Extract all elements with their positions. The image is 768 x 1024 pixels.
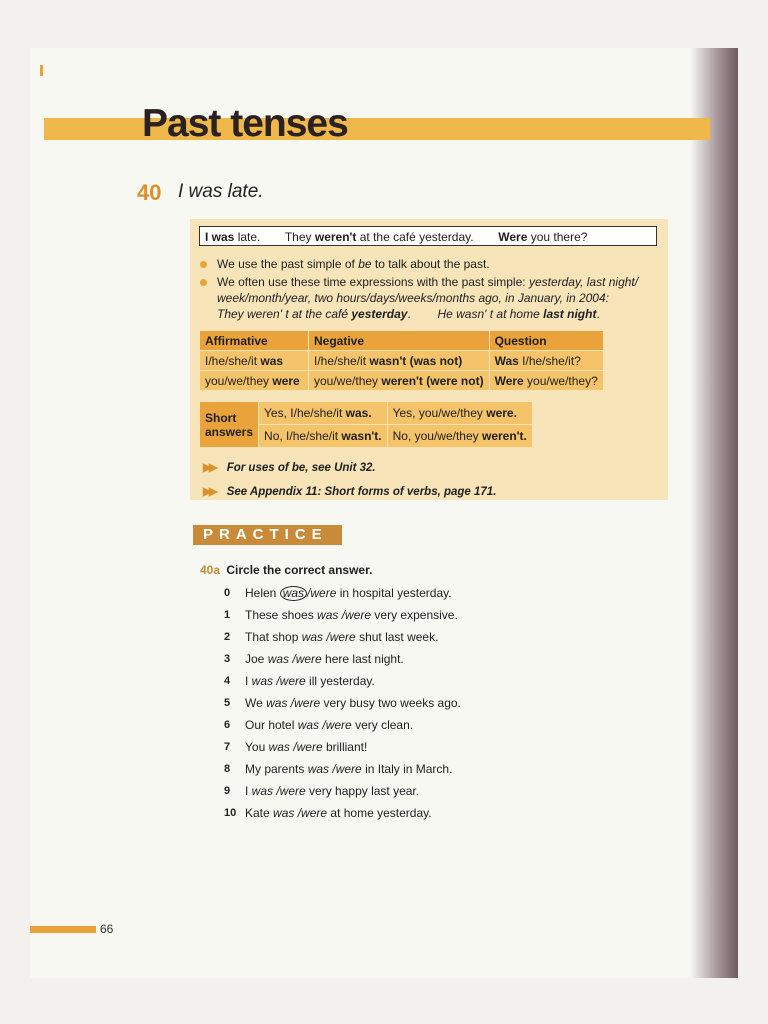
double-arrow-icon: ▶▶ <box>203 462 215 474</box>
reference-unit-32 <box>203 460 376 474</box>
header-negative: Negative <box>309 331 490 351</box>
answer-options[interactable]: was /were <box>267 652 322 666</box>
cell-q-2: Were you/we/they? <box>489 371 603 391</box>
answer-options[interactable]: was /were <box>273 806 328 820</box>
exercise-number: 40a <box>200 563 221 577</box>
ex2-b: weren't <box>314 230 357 244</box>
short-answers-label: Short answers <box>200 402 259 448</box>
unit-number: 40 <box>137 180 162 205</box>
example-sentences <box>199 226 657 246</box>
reference-appendix-11 <box>203 484 496 498</box>
forms-table <box>199 330 604 391</box>
short-no-1: No, I/he/she/it wasn't. <box>259 425 388 448</box>
ex1-subject: I was <box>205 230 235 244</box>
bullet-2-text: We often use these time expressions with the past simple: <box>217 275 529 289</box>
bullet-1-text-c: to talk about the past. <box>371 257 490 271</box>
ex1-rest: late. <box>234 230 261 244</box>
exercise-heading <box>200 563 372 577</box>
answer-options[interactable]: was /were <box>317 608 372 622</box>
bullet-2-italic: yesterday, last night/ week/month/year, two hours/days/weeks/months ago, in January, in 2004: <box>217 275 639 305</box>
table-row <box>200 371 604 391</box>
ex2-a: They <box>284 230 315 244</box>
page-title: Past tenses <box>142 102 348 145</box>
ex3-a: Were <box>498 230 528 244</box>
answer-options[interactable]: was /were <box>268 740 323 754</box>
short-no-2: No, you/we/they weren't. <box>387 425 532 448</box>
bullet-2-example-1-bold: yesterday <box>351 307 408 321</box>
answer-options[interactable]: was /were <box>297 718 352 732</box>
cell-q-1: Was I/he/she/it? <box>489 351 603 371</box>
answer-options[interactable]: was /were <box>251 674 306 688</box>
practice-banner: PRACTICE <box>193 525 342 545</box>
answer-options[interactable]: was /were <box>301 630 356 644</box>
header-accent-mark <box>40 65 43 76</box>
bullet-dot-icon <box>200 261 207 268</box>
footer-accent-bar <box>30 926 96 933</box>
bullet-1-text-a: We use the past simple of <box>217 257 359 271</box>
short-yes-2: Yes, you/we/they were. <box>387 402 532 425</box>
unit-title: I was late. <box>178 181 264 202</box>
table-row <box>200 351 604 371</box>
exercise-instruction: Circle the correct answer. <box>226 563 373 577</box>
short-yes-1: Yes, I/he/she/it was. <box>259 402 388 425</box>
answer-option[interactable]: were <box>310 586 337 600</box>
answer-options[interactable]: was /were <box>266 696 321 710</box>
page-number: 66 <box>100 922 114 936</box>
bullet-2-example-2: He wasn' t at home <box>437 307 544 321</box>
ex2-c: at the café yesterday. <box>356 230 474 244</box>
answer-options[interactable]: was /were <box>307 762 362 776</box>
bullet-1-be: be <box>358 257 372 271</box>
bullet-2-example-2-bold: last night <box>543 307 597 321</box>
reference-1-text: For uses of be, see Unit 32. <box>226 462 376 474</box>
cell-aff-1: I/he/she/it was <box>200 351 309 371</box>
header-question: Question <box>489 331 603 351</box>
double-arrow-icon: ▶▶ <box>203 486 215 498</box>
circled-answer[interactable]: was <box>280 586 307 601</box>
answer-options[interactable]: was /were <box>251 784 306 798</box>
reference-2-text: See Appendix 11: Short forms of verbs, page 171. <box>226 486 497 498</box>
cell-aff-2: you/we/they were <box>200 371 309 391</box>
header-affirmative: Affirmative <box>200 331 309 351</box>
short-answers-table <box>199 401 533 448</box>
bullet-2: We often use these time expressions with the past simple: yesterday, last night/ week/month/year, two hours/days/weeks/months ago, in January, in 2004: They weren' t at the café yesterday. He wasn' t at home last night. <box>199 274 661 322</box>
bullet-dot-icon <box>200 279 207 286</box>
ex3-b: you there? <box>527 230 588 244</box>
bullet-2-example-1: They weren' t at the café <box>217 307 352 321</box>
cell-neg-1: I/he/she/it wasn't (was not) <box>309 351 490 371</box>
page-edge-shadow <box>690 48 738 978</box>
cell-neg-2: you/we/they weren't (were not) <box>309 371 490 391</box>
bullet-1 <box>199 256 661 272</box>
